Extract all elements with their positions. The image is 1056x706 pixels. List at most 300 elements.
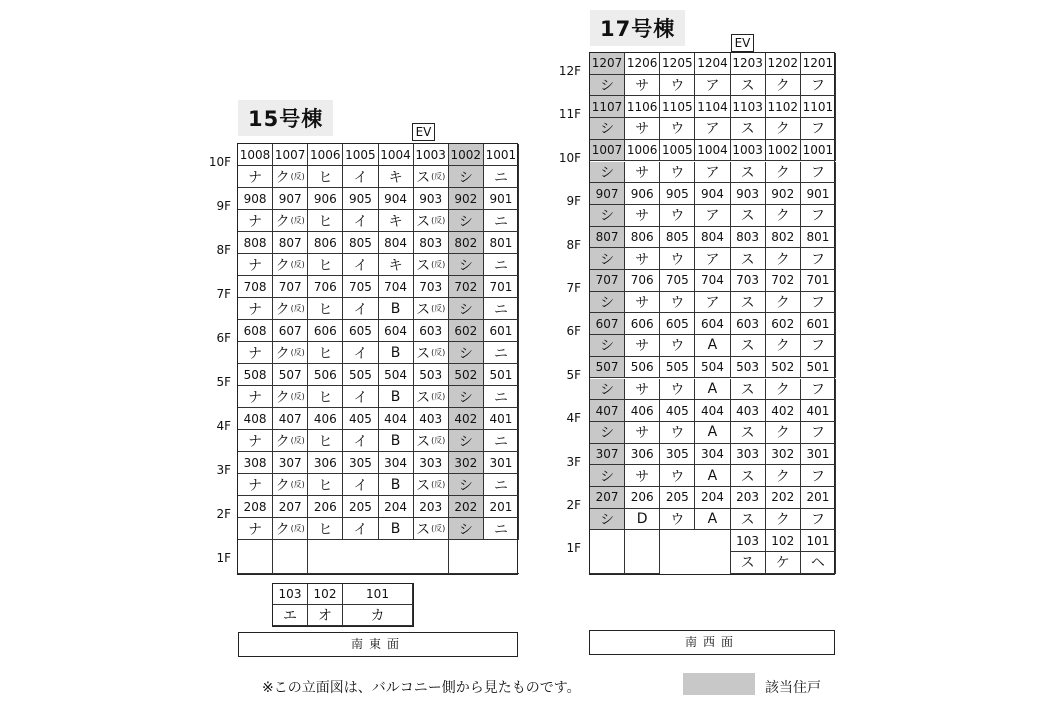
reversed-mark: (反)	[290, 348, 305, 357]
unit-type: ヒ	[308, 298, 343, 320]
unit-number: 1003	[414, 144, 449, 166]
unit-number: 702	[449, 276, 484, 298]
unit-number: 305	[660, 444, 695, 466]
unit-type: ク (反)	[273, 474, 308, 496]
unit-number: 501	[801, 357, 836, 379]
unit-number: 1002	[766, 140, 801, 162]
unit-number: 802	[766, 227, 801, 249]
unit-type: ス	[731, 162, 766, 184]
unit-number: 702	[766, 270, 801, 292]
unit-number: 402	[449, 408, 484, 430]
unit-type: ス	[731, 379, 766, 401]
unit-type: シ	[449, 298, 484, 320]
unit-number: 808	[238, 232, 273, 254]
elevation-note: ※この立面図は、バルコニー側から見たものです。	[262, 680, 581, 696]
unit-type: ス (反)	[414, 166, 449, 188]
ground-bay	[625, 530, 660, 574]
unit-type: イ	[343, 386, 378, 408]
unit-type: ヒ	[308, 342, 343, 364]
unit-number: 804	[379, 232, 414, 254]
unit-number: 206	[625, 487, 660, 509]
unit-number: 504	[695, 357, 730, 379]
reversed-mark: (反)	[431, 348, 446, 357]
unit-type: ウ	[660, 162, 695, 184]
unit-type: エ	[273, 605, 308, 626]
building15-face-label: 南東面	[238, 632, 518, 657]
unit-number: 1005	[660, 140, 695, 162]
unit-type: イ	[343, 254, 378, 276]
unit-number: 502	[766, 357, 801, 379]
reversed-mark: (反)	[431, 304, 446, 313]
reversed-mark: (反)	[431, 172, 446, 181]
unit-number: 1004	[379, 144, 414, 166]
unit-type: ア	[695, 75, 730, 97]
unit-number: 902	[766, 183, 801, 205]
unit-type: ク	[766, 205, 801, 227]
unit-number: 201	[801, 487, 836, 509]
unit-number: 302	[449, 452, 484, 474]
unit-number: 803	[731, 227, 766, 249]
unit-number: 303	[731, 444, 766, 466]
unit-number: 703	[731, 270, 766, 292]
unit-number: 1002	[449, 144, 484, 166]
reversed-mark: (反)	[431, 260, 446, 269]
unit-type: キ	[379, 210, 414, 232]
highlight-legend-label: 該当住戸	[765, 680, 821, 696]
floor-label: 7F	[566, 281, 581, 295]
unit-number: 704	[379, 276, 414, 298]
unit-type: カ	[343, 605, 413, 626]
unit-number: 401	[484, 408, 519, 430]
unit-number: 405	[343, 408, 378, 430]
unit-type: イ	[343, 474, 378, 496]
unit-number: 804	[695, 227, 730, 249]
floor-label: 1F	[566, 541, 581, 556]
unit-number: 606	[308, 320, 343, 342]
unit-type: ヒ	[308, 518, 343, 540]
unit-number: 708	[238, 276, 273, 298]
reversed-mark: (反)	[431, 392, 446, 401]
unit-number: 102	[766, 530, 801, 552]
unit-type: ス	[731, 75, 766, 97]
unit-type: サ	[625, 205, 660, 227]
unit-number: 902	[449, 188, 484, 210]
unit-number: 907	[590, 183, 625, 205]
unit-type: フ	[801, 422, 836, 444]
unit-number: 505	[343, 364, 378, 386]
unit-type: A	[695, 422, 730, 444]
unit-type: シ	[590, 422, 625, 444]
unit-type: ヒ	[308, 430, 343, 452]
floor-label: 4F	[566, 411, 581, 426]
unit-type: サ	[625, 118, 660, 140]
reversed-mark: (反)	[290, 172, 305, 181]
unit-type: B	[379, 342, 414, 364]
unit-number: 403	[731, 400, 766, 422]
unit-type: シ	[590, 162, 625, 184]
floor-label: 8F	[216, 243, 231, 257]
unit-number: 706	[625, 270, 660, 292]
unit-type: ヒ	[308, 210, 343, 232]
unit-number: 307	[590, 444, 625, 466]
unit-number: 507	[590, 357, 625, 379]
unit-type: シ	[590, 292, 625, 314]
unit-type: イ	[343, 298, 378, 320]
unit-type: ク	[766, 118, 801, 140]
unit-number: 408	[238, 408, 273, 430]
unit-number: 905	[660, 183, 695, 205]
reversed-mark: (反)	[290, 480, 305, 489]
unit-number: 406	[625, 400, 660, 422]
unit-type: フ	[801, 248, 836, 270]
unit-type: ス	[731, 509, 766, 531]
unit-type: シ	[590, 509, 625, 531]
unit-type: ス	[731, 422, 766, 444]
unit-number: 605	[343, 320, 378, 342]
floor-label: 9F	[566, 194, 581, 209]
unit-type: ク	[766, 509, 801, 531]
floor-label: 2F	[216, 507, 231, 521]
unit-type: ク	[766, 248, 801, 270]
unit-number: 103	[273, 584, 308, 605]
unit-type: フ	[801, 162, 836, 184]
unit-number: 1206	[625, 53, 660, 75]
unit-number: 1007	[590, 140, 625, 162]
unit-type: ス	[731, 465, 766, 487]
unit-type: ク	[766, 335, 801, 357]
unit-type: シ	[590, 205, 625, 227]
unit-type: ウ	[660, 118, 695, 140]
unit-type: ス	[731, 248, 766, 270]
unit-type: ク (反)	[273, 210, 308, 232]
unit-number: 604	[379, 320, 414, 342]
unit-type: ア	[695, 205, 730, 227]
unit-type: ヒ	[308, 166, 343, 188]
unit-number: 1204	[695, 53, 730, 75]
unit-number: 505	[660, 357, 695, 379]
unit-type: イ	[343, 342, 378, 364]
ground-bay	[308, 540, 449, 574]
building15-ev-label: EV	[412, 123, 435, 141]
unit-number: 407	[273, 408, 308, 430]
unit-type: A	[695, 509, 730, 531]
unit-number: 303	[414, 452, 449, 474]
unit-type: ス	[731, 552, 766, 574]
unit-type: シ	[449, 386, 484, 408]
floor-label: 10F	[558, 150, 581, 165]
unit-type: ウ	[660, 379, 695, 401]
unit-type: シ	[449, 430, 484, 452]
unit-type: サ	[625, 248, 660, 270]
unit-number: 1006	[625, 140, 660, 162]
unit-number: 1006	[308, 144, 343, 166]
highlight-legend-swatch	[683, 673, 755, 695]
unit-number: 402	[766, 400, 801, 422]
unit-type: ヒ	[308, 474, 343, 496]
unit-number: 606	[625, 313, 660, 335]
unit-type: ウ	[660, 335, 695, 357]
floor-label: 6F	[566, 324, 581, 339]
reversed-mark: (反)	[431, 524, 446, 533]
unit-number: 1103	[731, 96, 766, 118]
unit-type: シ	[590, 465, 625, 487]
unit-type: シ	[590, 75, 625, 97]
unit-number: 1001	[484, 144, 519, 166]
unit-type: イ	[343, 166, 378, 188]
unit-number: 401	[801, 400, 836, 422]
unit-number: 603	[731, 313, 766, 335]
unit-type: ニ	[484, 342, 519, 364]
unit-number: 301	[484, 452, 519, 474]
unit-number: 705	[343, 276, 378, 298]
unit-number: 1004	[695, 140, 730, 162]
unit-type: ア	[695, 118, 730, 140]
reversed-mark: (反)	[431, 480, 446, 489]
unit-type: ウ	[660, 422, 695, 444]
unit-number: 904	[379, 188, 414, 210]
unit-type: ナ	[238, 298, 273, 320]
unit-type: ス (反)	[414, 518, 449, 540]
unit-number: 103	[731, 530, 766, 552]
ground-bay	[273, 540, 308, 574]
unit-type: シ	[590, 248, 625, 270]
unit-number: 602	[449, 320, 484, 342]
unit-number: 801	[801, 227, 836, 249]
unit-number: 304	[379, 452, 414, 474]
floor-label: 4F	[216, 419, 231, 433]
unit-type: ア	[695, 248, 730, 270]
unit-number: 205	[660, 487, 695, 509]
floor-label: 5F	[566, 367, 581, 382]
unit-type: キ	[379, 254, 414, 276]
unit-number: 506	[625, 357, 660, 379]
unit-number: 908	[238, 188, 273, 210]
unit-type: ニ	[484, 474, 519, 496]
unit-number: 207	[590, 487, 625, 509]
unit-type: ク (反)	[273, 298, 308, 320]
unit-number: 306	[625, 444, 660, 466]
reversed-mark: (反)	[290, 392, 305, 401]
ground-bay	[660, 530, 730, 574]
unit-type: フ	[801, 118, 836, 140]
unit-type: ス (反)	[414, 430, 449, 452]
reversed-mark: (反)	[431, 436, 446, 445]
unit-type: フ	[801, 465, 836, 487]
unit-type: ク	[766, 465, 801, 487]
unit-number: 308	[238, 452, 273, 474]
unit-number: 1102	[766, 96, 801, 118]
reversed-mark: (反)	[290, 524, 305, 533]
unit-number: 503	[414, 364, 449, 386]
floor-label: 7F	[216, 287, 231, 301]
unit-number: 906	[308, 188, 343, 210]
unit-type: ニ	[484, 254, 519, 276]
unit-number: 307	[273, 452, 308, 474]
unit-number: 204	[379, 496, 414, 518]
unit-number: 806	[625, 227, 660, 249]
unit-type: シ	[449, 210, 484, 232]
floor-label: 2F	[566, 498, 581, 512]
unit-type: ナ	[238, 518, 273, 540]
floor-label: 1F	[216, 551, 231, 565]
unit-number: 803	[414, 232, 449, 254]
unit-number: 306	[308, 452, 343, 474]
unit-number: 705	[660, 270, 695, 292]
unit-number: 805	[660, 227, 695, 249]
unit-number: 506	[308, 364, 343, 386]
unit-number: 903	[414, 188, 449, 210]
unit-type: シ	[449, 166, 484, 188]
unit-number: 1003	[731, 140, 766, 162]
unit-type: ク (反)	[273, 518, 308, 540]
ground-bay	[238, 540, 273, 574]
unit-type: ク	[766, 422, 801, 444]
unit-type: ナ	[238, 386, 273, 408]
unit-number: 507	[273, 364, 308, 386]
unit-number: 305	[343, 452, 378, 474]
unit-type: ス (反)	[414, 386, 449, 408]
unit-number: 405	[660, 400, 695, 422]
unit-number: 1005	[343, 144, 378, 166]
unit-type: ウ	[660, 465, 695, 487]
unit-number: 704	[695, 270, 730, 292]
unit-number: 502	[449, 364, 484, 386]
unit-type: フ	[801, 509, 836, 531]
unit-type: ウ	[660, 509, 695, 531]
unit-number: 603	[414, 320, 449, 342]
unit-type: B	[379, 386, 414, 408]
unit-type: ク (反)	[273, 342, 308, 364]
unit-type: ク (反)	[273, 430, 308, 452]
floor-label: 8F	[566, 237, 581, 252]
unit-number: 301	[801, 444, 836, 466]
unit-type: ス (反)	[414, 342, 449, 364]
unit-number: 205	[343, 496, 378, 518]
unit-number: 1101	[801, 96, 836, 118]
unit-number: 601	[801, 313, 836, 335]
unit-type: ヒ	[308, 254, 343, 276]
floor-label: 5F	[216, 375, 231, 389]
unit-number: 1205	[660, 53, 695, 75]
unit-type: ク	[766, 292, 801, 314]
unit-type: オ	[308, 605, 343, 626]
unit-number: 207	[273, 496, 308, 518]
unit-type: ヒ	[308, 386, 343, 408]
unit-number: 801	[484, 232, 519, 254]
unit-type: ク	[766, 162, 801, 184]
unit-number: 605	[660, 313, 695, 335]
unit-type: ニ	[484, 210, 519, 232]
unit-number: 607	[590, 313, 625, 335]
unit-number: 504	[379, 364, 414, 386]
unit-type: フ	[801, 75, 836, 97]
unit-number: 703	[414, 276, 449, 298]
unit-number: 508	[238, 364, 273, 386]
unit-number: 906	[625, 183, 660, 205]
unit-type: サ	[625, 465, 660, 487]
unit-type: ニ	[484, 386, 519, 408]
unit-type: D	[625, 509, 660, 531]
unit-number: 701	[801, 270, 836, 292]
building15-title: 15号棟	[238, 100, 333, 136]
unit-type: A	[695, 379, 730, 401]
unit-number: 1107	[590, 96, 625, 118]
building17-face-label: 南西面	[589, 630, 835, 655]
unit-type: ア	[695, 292, 730, 314]
unit-type: シ	[590, 118, 625, 140]
unit-number: 807	[273, 232, 308, 254]
unit-number: 101	[801, 530, 836, 552]
unit-number: 1202	[766, 53, 801, 75]
unit-type: ス (反)	[414, 254, 449, 276]
unit-type: ウ	[660, 248, 695, 270]
unit-type: ス	[731, 292, 766, 314]
unit-number: 202	[449, 496, 484, 518]
unit-type: A	[695, 335, 730, 357]
unit-number: 807	[590, 227, 625, 249]
unit-number: 204	[695, 487, 730, 509]
unit-number: 805	[343, 232, 378, 254]
unit-type: ス (反)	[414, 210, 449, 232]
unit-number: 1207	[590, 53, 625, 75]
unit-number: 608	[238, 320, 273, 342]
unit-type: ク (反)	[273, 166, 308, 188]
unit-type: ア	[695, 162, 730, 184]
unit-type: イ	[343, 430, 378, 452]
unit-type: キ	[379, 166, 414, 188]
reversed-mark: (反)	[290, 304, 305, 313]
unit-number: 1203	[731, 53, 766, 75]
unit-number: 503	[731, 357, 766, 379]
building15-grid-frame	[237, 143, 518, 575]
unit-number: 101	[343, 584, 413, 605]
unit-number: 404	[695, 400, 730, 422]
floor-label: 6F	[216, 331, 231, 345]
unit-number: 607	[273, 320, 308, 342]
unit-type: ナ	[238, 430, 273, 452]
unit-number: 304	[695, 444, 730, 466]
unit-type: ニ	[484, 430, 519, 452]
unit-number: 1201	[801, 53, 836, 75]
unit-number: 203	[414, 496, 449, 518]
unit-type: B	[379, 518, 414, 540]
unit-number: 806	[308, 232, 343, 254]
building17-grid-frame	[589, 52, 835, 575]
unit-number: 907	[273, 188, 308, 210]
unit-number: 707	[273, 276, 308, 298]
unit-number: 601	[484, 320, 519, 342]
unit-type: A	[695, 465, 730, 487]
floor-label: 12F	[558, 64, 581, 78]
unit-type: フ	[801, 335, 836, 357]
reversed-mark: (反)	[290, 260, 305, 269]
unit-type: ス (反)	[414, 298, 449, 320]
unit-number: 706	[308, 276, 343, 298]
unit-type: シ	[590, 379, 625, 401]
unit-type: フ	[801, 205, 836, 227]
unit-number: 1001	[801, 140, 836, 162]
unit-number: 1104	[695, 96, 730, 118]
unit-type: ケ	[766, 552, 801, 574]
unit-type: B	[379, 474, 414, 496]
unit-number: 701	[484, 276, 519, 298]
unit-type: シ	[590, 335, 625, 357]
reversed-mark: (反)	[290, 216, 305, 225]
unit-number: 1106	[625, 96, 660, 118]
unit-number: 707	[590, 270, 625, 292]
unit-type: ク (反)	[273, 254, 308, 276]
unit-type: サ	[625, 75, 660, 97]
